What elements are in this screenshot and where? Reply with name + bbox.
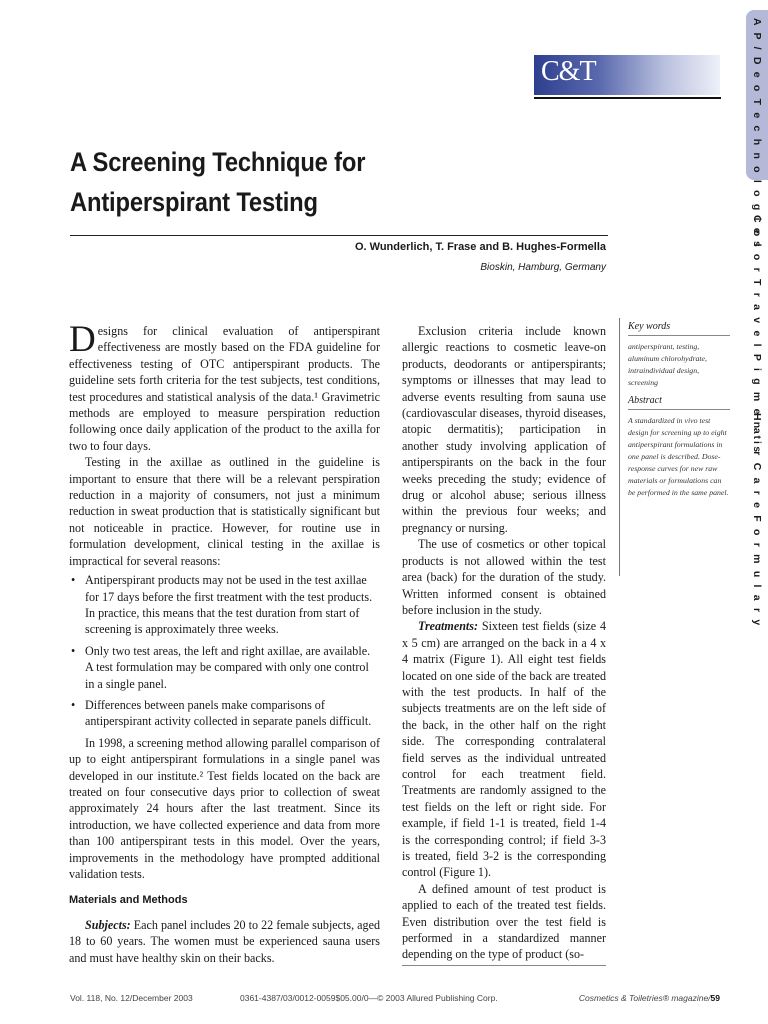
affiliation: Bioskin, Hamburg, Germany <box>480 262 606 273</box>
authors: O. Wunderlich, T. Frase and B. Hughes-Formella <box>354 241 606 253</box>
side-tab-color-travel[interactable]: C o l o r T r a v e l P i g m e n t s <box>751 215 763 455</box>
paragraph-treatments: Treatments: Sixteen test fields (size 4 x 5 cm) are arranged on the back in a 4 x 4 matrix (Figure 1). All eight test fields located on one side of the back are treated with the test products. In half of the subjects treatments are on the left side of the back, in the other half on the right side. The corresponding contralateral field serves as the individual untreated control for each treatment field. Treatments are randomly assigned to the test fields on the left or right side. For example, if field 1-1 is treated, field 1-4 is the corresponding control; if field 3-3 is treated, field 3-2 is the corresponding control (Figure 1). <box>402 619 606 880</box>
keywords-text: antiperspirant, testing, aluminum chlorohydrate, intraindividual design, screening <box>628 342 707 387</box>
abstract-text: A standardized in vivo test design for screening up to eight antiperspirant formulations in one panel is described. Dose-response curves for new raw materials or formulations can be performed in the same panel. <box>628 416 729 497</box>
abstract-heading: Abstract <box>628 395 662 406</box>
paragraph-intro: Designs for clinical evaluation of antiperspirant effectiveness are mostly based on the FDA guideline for effectiveness testing of OTC antiperspirant products. The guideline sets forth criteria for the test subjects, test conditions, test procedures and statistical analysis of the data.¹ Gravimetric methods are employed to measure perspiration reduction following once daily application of the product to the axilla for two to four days. <box>69 319 380 453</box>
title-rule <box>70 235 608 236</box>
title-line-2: Antiperspirant Testing <box>70 187 318 217</box>
list-item: • Differences between panels make comparisons of antiperspirant activity collected in separate panels difficult. <box>71 697 372 729</box>
article-title <box>70 142 475 222</box>
keywords-heading: Key words <box>628 321 671 332</box>
footer-magazine: Cosmetics & Toiletries® magazine/59 <box>578 993 720 1003</box>
side-tab-hair-care[interactable]: H a i r C a r e F o r m u l a r y <box>751 413 763 628</box>
paragraph-cosmetics: The use of cosmetics or other topical products is not allowed within the test area (back) for the duration of the study. Written informed consent is obtained before inclusion in the study. <box>402 537 606 617</box>
abstract-rule <box>628 409 730 410</box>
page-number: 59 <box>710 993 720 1003</box>
middle-column <box>402 323 606 963</box>
logo-text: C&T <box>541 56 596 87</box>
paragraph-1998: In 1998, a screening method allowing parallel comparison of up to eight antiperspirant formulations in a single panel was developed in our institute.² Test fields located on the back are treated on four consecutive days prior to collection of sweat approximately 24 hours after the last treatment. Since its introduction, we have collected experience and data from more than 100 antiperspirant tests in this model. Over the years, improvements in the methodology have prompted additional validation tests. <box>69 735 380 881</box>
footer-volume: Vol. 118, No. 12/December 2003 <box>70 993 193 1003</box>
section-heading: Materials and Methods <box>69 894 188 907</box>
header-rule <box>534 97 721 99</box>
list-item: • Only two test areas, the left and right axillae, are available. A test formulation may be compared with only one control in a single panel. <box>71 643 371 691</box>
paragraph-amount: A defined amount of test product is applied to each of the treated test fields. Even distribution over the test field is performed in a standardized manner depending on the type of product (so- <box>402 881 606 962</box>
paragraph-exclusion: Exclusion criteria include known allergic reactions to cosmetic leave-on products, deodorants or antiperspirants; symptoms or illnesses that may lead to adverse events resulting from sauna use (cardiovascular diseases, thyroid diseases, atopic dermatitis); participation in another study involving application of antiperspirants on the back in the four weeks preceding the study; evidence of drug or alcohol abuse; serious illness within the previous four weeks; and pregnancy or nursing. <box>402 324 606 535</box>
reasons-list <box>69 572 380 730</box>
title-line-1: A Screening Technique for <box>70 147 366 177</box>
side-tab-apdeo[interactable]: A P / D e o T e c h n o l o g i e s <box>751 18 763 250</box>
left-column <box>69 319 380 966</box>
footer-copyright: 0361-4387/03/0012-0059$05.00/0—© 2003 Allured Publishing Corp. <box>240 993 498 1003</box>
sidebar <box>628 321 730 499</box>
column-end-rule <box>402 965 606 966</box>
drop-cap: D <box>69 319 96 360</box>
list-item: • Antiperspirant products may not be used in the test axillae for 17 days before the first treatment with the test products. In practice, this means that the test duration from start of screening is approximately three weeks. <box>71 573 373 637</box>
sidebar-divider <box>619 318 620 576</box>
keywords-rule <box>628 335 730 336</box>
paragraph-subjects: Subjects: Each panel includes 20 to 22 female subjects, aged 18 to 60 years. The women must be experienced sauna users and must have healthy skin on their backs. <box>69 917 380 965</box>
paragraph-axillae: Testing in the axillae as outlined in the guideline is important to ensure that there will be a relevant perspiration reduction in a majority of consumers, not just a minimum reduction in sweat production that is statistically significant but not noticeable in practice. However, for routine use in formulation development, clinical testing in the axillae is impractical for several reasons: <box>69 455 380 568</box>
